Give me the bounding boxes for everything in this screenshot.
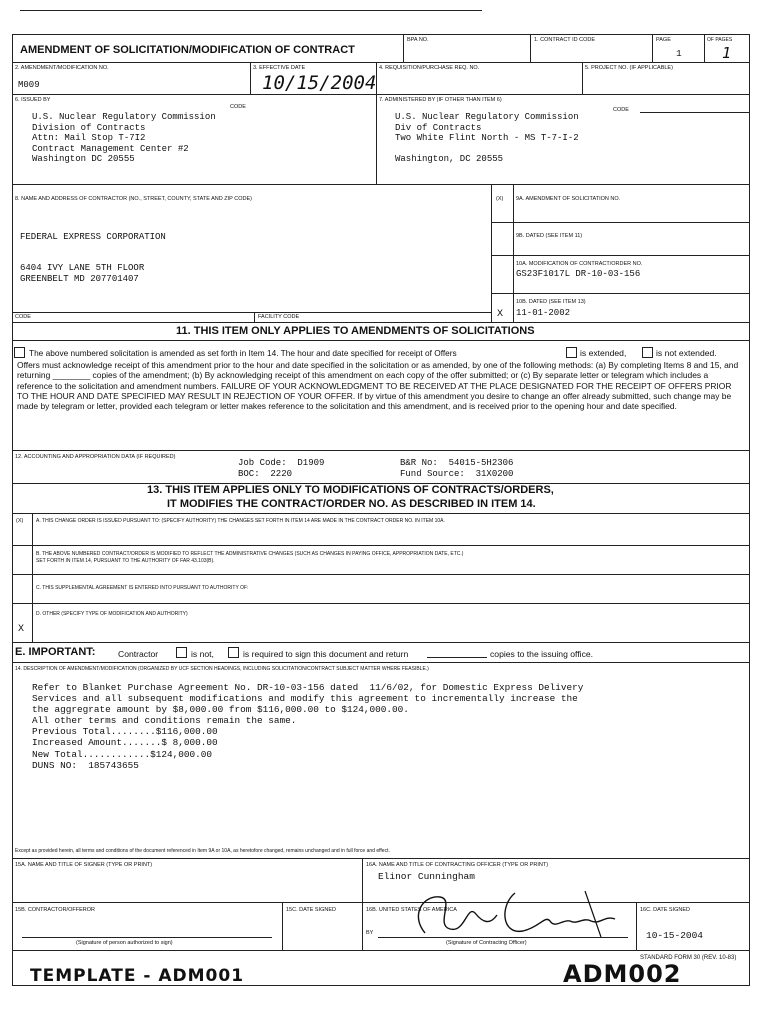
item15b-label: 15B. CONTRACTOR/OFFEROR	[15, 907, 95, 913]
contracting-officer-signature	[405, 885, 635, 945]
form-number: STANDARD FORM 30 (REV. 10-83)	[640, 955, 737, 961]
project-label: 5. PROJECT NO. (IF APPLICABLE)	[585, 65, 673, 71]
top-rule	[20, 10, 482, 11]
item16b-by: BY	[366, 930, 374, 936]
is-not-label: is not,	[191, 649, 214, 659]
is-required-checkbox[interactable]	[228, 647, 239, 658]
copies-label: copies to the issuing office.	[490, 649, 594, 659]
page-value: 1	[676, 48, 682, 59]
effective-date-value: 10/15/2004	[262, 72, 377, 94]
is-not-checkbox[interactable]	[176, 647, 187, 658]
item16a-label: 16A. NAME AND TITLE OF CONTRACTING OFFICER (TYPE OR PRINT)	[366, 862, 549, 868]
facility-code-label: FACILITY CODE	[258, 314, 300, 320]
administered-by-label: 7. ADMINISTERED BY (IF OTHER THAN ITEM 6)	[379, 97, 502, 103]
item15b-signature-label: (Signature of person authorized to sign)	[76, 940, 173, 946]
issued-by-code-label: CODE	[230, 104, 246, 110]
item15c-label: 15C. DATE SIGNED	[286, 907, 337, 913]
contracting-officer-name: Elinor Cunningham	[378, 871, 475, 882]
page-label: PAGE	[656, 37, 671, 43]
amendment-no-label: 2. AMENDMENT/MODIFICATION NO.	[15, 65, 109, 71]
code-label: CODE	[15, 314, 31, 320]
item9b-label: 9B. DATED (SEE ITEM 11)	[516, 233, 583, 239]
item11-heading: 11. THIS ITEM ONLY APPLIES TO AMENDMENTS OF SOLICITATIONS	[176, 325, 535, 337]
item13-heading1: 13. THIS ITEM APPLIES ONLY TO MODIFICATIONS OF CONTRACTS/ORDERS,	[147, 484, 554, 496]
item13d-text: D. OTHER (SPECIFY TYPE OF MODIFICATION AND AUTHORITY)	[36, 611, 188, 617]
extended-label: is extended,	[580, 348, 627, 358]
item13a-text: A. THIS CHANGE ORDER IS ISSUED PURSUANT TO: (SPECIFY AUTHORITY) THE CHANGES SET FORTH IN ITEM 14 ARE MADE IN THE CONTRACT ORDER NO. IN ITEM 10A.	[36, 518, 445, 524]
template-stamp: TEMPLATE - ADM001	[30, 966, 245, 986]
contract-id-label: 1. CONTRACT ID CODE	[534, 37, 596, 43]
item13-heading2: IT MODIFIES THE CONTRACT/ORDER NO. AS DESCRIBED IN ITEM 14.	[167, 498, 536, 510]
item10-x-mark: X	[497, 309, 504, 320]
item14-label: 14. DESCRIPTION OF AMENDMENT/MODIFICATION (ORGANIZED BY UCF SECTION HEADINGS, INCLUDING SOLICITATION/CONTRACT SUBJECT MATTER WHERE FEASIBLE.)	[15, 666, 429, 672]
item11-paragraph: Offers must acknowledge receipt of this amendment prior to the hour and date specified in the solicitation or as amended, by one of the following methods: (a) By completing Items 8 and 15, and returning ________ copies of the amendment; (b) By acknowledging receipt of this amendment on each copy of the offer submitted; or (c) By separate letter or telegram which includes a reference to the solicitation and amendment numbers. FAILURE OF YOUR ACKNOWLEDGMENT TO BE RECEIVED AT THE PLACE DESIGNATED FOR THE RECEIPT OF OFFERS PRIOR TO THE HOUR AND DATE SPECIFIED MAY RESULT IN REJECTION OF YOUR OFFER. If by virtue of this amendment you desire to change an offer already submitted, such change may be made by telegram or letter, provided each telegram or letter makes reference to the solicitation and this amendment, and is received prior to the opening hour and date specified.	[17, 360, 739, 412]
item16b-signature-label: (Signature of Contracting Officer)	[446, 940, 527, 946]
contractor-label: 8. NAME AND ADDRESS OF CONTRACTOR (NO., STREET, COUNTY, STATE AND ZIP CODE)	[15, 196, 252, 202]
item12-right: B&R No: 54015-5H2306 Fund Source: 31X0200	[400, 458, 514, 479]
not-extended-checkbox[interactable]	[642, 347, 653, 358]
bpa-no-label: BPA NO.	[407, 37, 429, 43]
issued-by-label: 6. ISSUED BY	[15, 97, 51, 103]
not-extended-label: is not extended.	[656, 348, 717, 358]
is-required-label: is required to sign this document and return	[243, 649, 409, 659]
item10a-label: 10A. MODIFICATION OF CONTRACT/ORDER NO.	[516, 261, 643, 267]
of-pages-label: OF PAGES	[707, 37, 733, 43]
item16b-label: 16B. UNITED STATES OF AMERICA	[366, 907, 457, 913]
adm-stamp: ADM002	[563, 960, 682, 988]
item11-amended-checkbox[interactable]	[14, 347, 25, 358]
item16c-label: 16C. DATE SIGNED	[640, 907, 691, 913]
item9a-label: 9A. AMENDMENT OF SOLICITATION NO.	[516, 196, 621, 202]
contractor-x-col-label: (X)	[496, 196, 504, 202]
issued-by-address: U.S. Nuclear Regulatory Commission Division of Contracts Attn: Mail Stop T-7I2 Contract Management Center #2 Washington DC 20555	[32, 112, 216, 164]
item16c-value: 10-15-2004	[646, 930, 704, 941]
item15a-label: 15A. NAME AND TITLE OF SIGNER (TYPE OR PRINT)	[15, 862, 153, 868]
form-title: AMENDMENT OF SOLICITATION/MODIFICATION OF CONTRACT	[20, 44, 355, 56]
form-border	[12, 34, 750, 986]
important-label: E. IMPORTANT:	[15, 646, 96, 658]
contractor-address: 6404 IVY LANE 5TH FLOOR GREENBELT MD 207701407	[20, 263, 145, 284]
of-pages-value: 1	[722, 44, 732, 62]
requisition-label: 4. REQUISITION/PURCHASE REQ. NO.	[379, 65, 480, 71]
administered-by-code-label: CODE	[613, 107, 629, 113]
amendment-no-value: M009	[18, 80, 40, 90]
item13d-x-mark: X	[18, 624, 25, 635]
contractor-name: FEDERAL EXPRESS CORPORATION	[20, 232, 166, 242]
item14-description: Refer to Blanket Purchase Agreement No. DR-10-03-156 dated 11/6/02, for Domestic Express Delivery Services and all subsequent modifications and modify this agreement to incrementally increase the the aggregrate amount by $8,000.00 from $116,000.00 to $124,000.00. All other terms and conditions remain the same. Previous Total........$116,000.00 Increased Amount.......$ 8,000.00 New Total............$124,000.00 DUNS NO: 185743655	[32, 682, 584, 771]
except-text: Except as provided herein, all terms and conditions of the document referenced in Item 9A or 10A, as heretofore changed, remains unchanged and in full force and effect.	[15, 848, 390, 854]
item13c-text: C. THIS SUPPLEMENTAL AGREEMENT IS ENTERED INTO PURSUANT TO AUTHORITY OF:	[36, 585, 249, 591]
item12-left: Job Code: D1909 BOC: 2220	[238, 458, 325, 479]
administered-by-address: U.S. Nuclear Regulatory Commission Div of Contracts Two White Flint North - MS T-7-I-2 Washington, DC 20555	[395, 112, 579, 164]
important-contractor: Contractor	[118, 649, 159, 659]
item10a-value: GS23F1017L DR-10-03-156	[516, 269, 641, 279]
item12-label: 12. ACCOUNTING AND APPROPRIATION DATA (IF REQUIRED)	[15, 454, 176, 460]
item13b-text: B. THE ABOVE NUMBERED CONTRACT/ORDER IS MODIFIED TO REFLECT THE ADMINISTRATIVE CHANGES (SUCH AS CHANGES IN PAYING OFFICE, APPROPRIATION DATE, ETC.)	[36, 551, 464, 557]
effective-date-label: 3. EFFECTIVE DATE	[253, 65, 306, 71]
item10b-value: 11-01-2002	[516, 308, 571, 318]
item13-x-col-label: (X)	[16, 518, 24, 524]
item10b-label: 10B. DATED (SEE ITEM 13)	[516, 299, 586, 305]
item11-line1: The above numbered solicitation is amended as set forth in Item 14. The hour and date specified for receipt of Offers	[29, 348, 457, 358]
extended-checkbox[interactable]	[566, 347, 577, 358]
item13b-text2: SET FORTH IN ITEM 14, PURSUANT TO THE AUTHORITY OF FAR 43.103(B).	[36, 558, 215, 564]
